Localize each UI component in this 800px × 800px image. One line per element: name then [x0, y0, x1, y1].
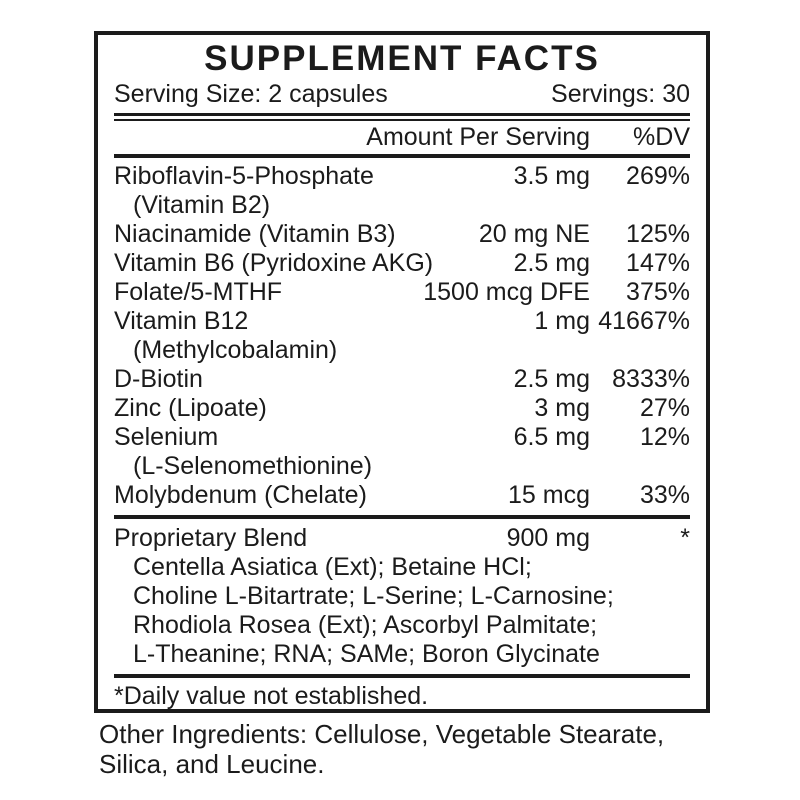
nutrient-name: Zinc (Lipoate) — [114, 394, 267, 422]
nutrient-dv: 41667% — [598, 307, 690, 335]
nutrient-row — [114, 249, 690, 278]
blend-dv-asterisk: * — [680, 524, 690, 552]
nutrient-dv: 8333% — [612, 365, 690, 393]
serving-info-row — [114, 79, 690, 109]
nutrient-amount: 3.5 mg — [513, 162, 590, 190]
servings-count-label: Servings: 30 — [551, 80, 690, 108]
nutrient-amount: 1500 mcg DFE — [423, 278, 590, 306]
nutrient-row — [114, 220, 690, 249]
other-ingredients-text — [99, 719, 739, 779]
nutrient-amount: 15 mcg — [508, 481, 590, 509]
double-rule — [114, 113, 690, 121]
nutrient-name-line2: (Vitamin B2) — [133, 191, 271, 219]
footnote-rule — [114, 674, 690, 678]
nutrient-name: Niacinamide (Vitamin B3) — [114, 220, 396, 248]
nutrient-name-line2: (Methylcobalamin) — [133, 336, 338, 364]
nutrient-row — [114, 365, 690, 394]
nutrient-dv: 147% — [626, 249, 690, 277]
blend-ingredient-line: Rhodiola Rosea (Ext); Ascorbyl Palmitate; — [133, 611, 598, 639]
panel-title: SUPPLEMENT FACTS — [204, 39, 600, 78]
nutrient-dv: 12% — [639, 423, 690, 451]
nutrient-amount: 2.5 mg — [513, 249, 590, 277]
nutrient-dv: 27% — [639, 394, 690, 422]
amount-per-serving-header: Amount Per Serving — [366, 123, 590, 151]
nutrient-amount: 6.5 mg — [513, 423, 590, 451]
serving-size-label: Serving Size: 2 capsules — [114, 80, 388, 108]
nutrient-name: Molybdenum (Chelate) — [114, 481, 367, 509]
nutrient-row — [114, 307, 690, 336]
blend-ingredient-line: Choline L-Bitartrate; L-Serine; L-Carnosine; — [133, 582, 614, 610]
percent-dv-header: %DV — [633, 123, 690, 151]
nutrient-amount: 2.5 mg — [513, 365, 590, 393]
blend-amount: 900 mg — [506, 524, 590, 552]
proprietary-blend-section — [114, 524, 690, 669]
blend-header-row — [114, 524, 690, 553]
blend-ingredient-line: L-Theanine; RNA; SAMe; Boron Glycinate — [133, 640, 600, 668]
other-ingredients-line2: Silica, and Leucine. — [99, 749, 325, 779]
nutrient-dv: 269% — [626, 162, 690, 190]
nutrient-name-line2: (L-Selenomethionine) — [133, 452, 373, 480]
nutrient-amount: 20 mg NE — [478, 220, 590, 248]
nutrient-dv: 125% — [626, 220, 690, 248]
nutrient-name: Vitamin B6 (Pyridoxine AKG) — [114, 249, 434, 277]
nutrient-amount: 1 mg — [534, 307, 590, 335]
nutrient-amount: 3 mg — [534, 394, 590, 422]
nutrient-name: Selenium — [114, 423, 219, 451]
column-header-row — [114, 122, 690, 152]
supplement-facts-panel — [94, 31, 710, 713]
nutrient-dv: 33% — [639, 481, 690, 509]
nutrient-name: Vitamin B12 — [114, 307, 249, 335]
nutrient-rows — [114, 162, 690, 510]
nutrient-row — [114, 278, 690, 307]
nutrient-name: D-Biotin — [114, 365, 203, 393]
blend-ingredient-line: Centella Asiatica (Ext); Betaine HCl; — [133, 553, 532, 581]
nutrient-row — [114, 394, 690, 423]
other-ingredients-line1: Other Ingredients: Cellulose, Vegetable Stearate, — [99, 719, 665, 749]
daily-value-footnote: *Daily value not established. — [114, 682, 429, 710]
blend-rule — [114, 515, 690, 519]
nutrient-row — [114, 423, 690, 452]
nutrient-dv: 375% — [626, 278, 690, 306]
header-rule — [114, 154, 690, 158]
nutrient-row — [114, 481, 690, 510]
nutrient-name: Folate/5-MTHF — [114, 278, 283, 306]
blend-name: Proprietary Blend — [114, 524, 308, 552]
nutrient-name: Riboflavin-5-Phosphate — [114, 162, 374, 190]
nutrient-row — [114, 162, 690, 191]
